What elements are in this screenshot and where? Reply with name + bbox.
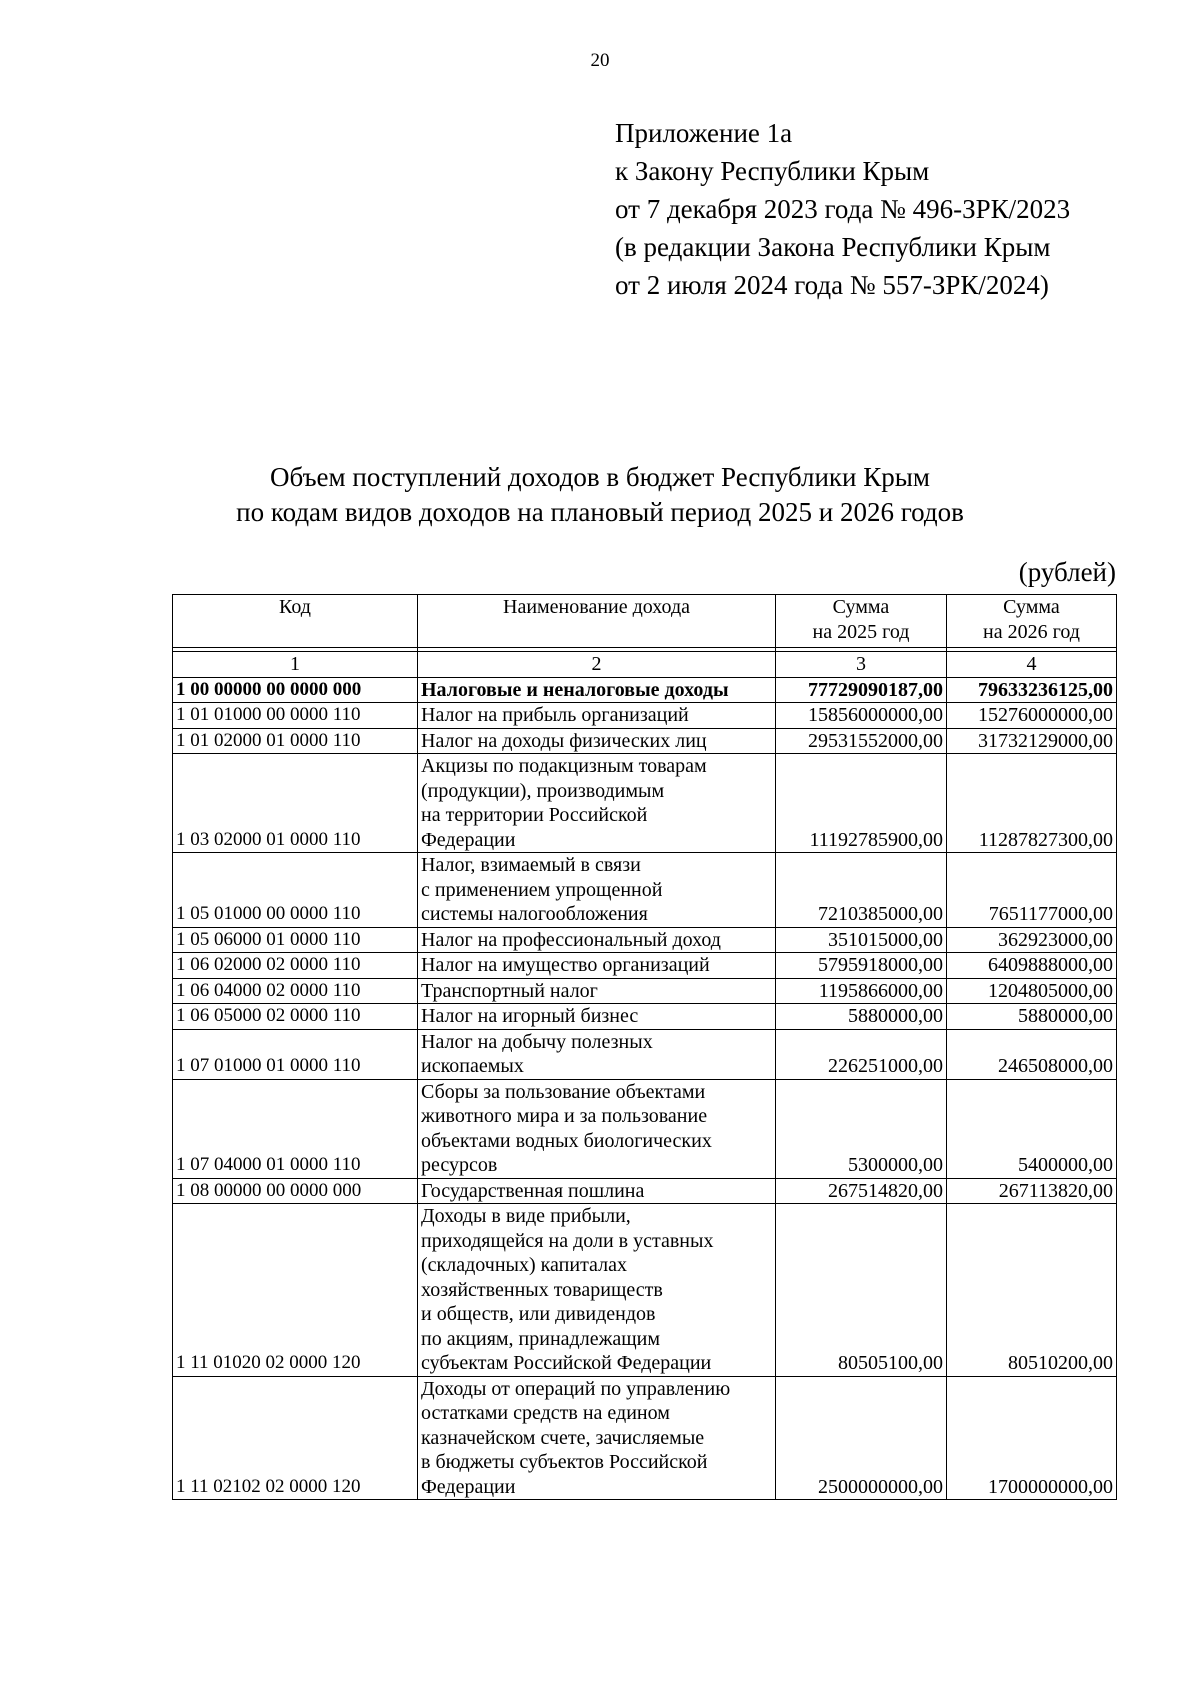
amount-2025: 2500000000,00 <box>776 1376 947 1500</box>
income-name <box>418 754 776 853</box>
amount-2026: 11287827300,00 <box>947 754 1117 853</box>
table-row <box>173 1029 1117 1079</box>
income-name <box>418 1204 776 1377</box>
title-line-2: по кодам видов доходов на плановый период 2025 и 2026 годов <box>236 497 964 527</box>
amount-2025: 29531552000,00 <box>776 728 947 754</box>
income-name-line: хозяйственных товариществ <box>421 1278 663 1301</box>
column-number: 1 <box>173 652 418 678</box>
income-name <box>418 1079 776 1178</box>
header-line: Сумма <box>1003 596 1060 618</box>
income-name-line: остатками средств на едином <box>421 1402 670 1424</box>
amount-2026: 80510200,00 <box>947 1204 1117 1377</box>
income-name <box>418 728 776 754</box>
amount-2026: 15276000000,00 <box>947 703 1117 729</box>
income-name-line: и обществ, или дивидендов <box>421 1303 656 1325</box>
amount-2025: 226251000,00 <box>776 1029 947 1079</box>
appendix-line: (в редакции Закона Республики Крым <box>615 232 1051 262</box>
income-name <box>418 978 776 1004</box>
column-number: 2 <box>418 652 776 678</box>
amount-2026: 267113820,00 <box>947 1178 1117 1204</box>
income-code: 1 01 01000 00 0000 110 <box>173 703 418 729</box>
income-name <box>418 927 776 953</box>
table-row <box>173 703 1117 729</box>
table-row <box>173 927 1117 953</box>
income-code: 1 06 05000 02 0000 110 <box>173 1004 418 1030</box>
income-code: 1 11 02102 02 0000 120 <box>173 1376 418 1500</box>
table-row <box>173 853 1117 928</box>
amount-2025: 7210385000,00 <box>776 853 947 928</box>
income-code: 1 01 02000 01 0000 110 <box>173 728 418 754</box>
amount-2026: 246508000,00 <box>947 1029 1117 1079</box>
amount-2025: 267514820,00 <box>776 1178 947 1204</box>
income-code: 1 06 04000 02 0000 110 <box>173 978 418 1004</box>
income-name-line: Государственная пошлина <box>421 1179 645 1202</box>
header-line: на 2025 год <box>812 621 910 643</box>
income-name-line: Сборы за пользование объектами <box>421 1080 706 1103</box>
income-name <box>418 953 776 979</box>
amount-2026: 1204805000,00 <box>947 978 1117 1004</box>
income-name-line: объектами водных биологических <box>421 1129 712 1152</box>
table-row <box>173 1376 1117 1500</box>
income-name-line: казначейском счете, зачисляемые <box>421 1426 705 1449</box>
column-number: 3 <box>776 652 947 678</box>
income-name-line: по акциям, принадлежащим <box>421 1327 661 1350</box>
income-code: 1 00 00000 00 0000 000 <box>173 677 418 703</box>
amount-2026: 6409888000,00 <box>947 953 1117 979</box>
appendix-line: от 2 июля 2024 года № 557-ЗРК/2024) <box>615 270 1049 300</box>
amount-2026: 1700000000,00 <box>947 1376 1117 1500</box>
amount-2026: 31732129000,00 <box>947 728 1117 754</box>
income-name-line: Акцизы по подакцизным товарам <box>421 755 707 777</box>
table-row <box>173 978 1117 1004</box>
income-name-line: в бюджеты субъектов Российской <box>421 1451 708 1473</box>
page-number: 20 <box>590 50 610 71</box>
header-line: на 2026 год <box>983 621 1080 643</box>
header-sum-2025 <box>776 595 947 648</box>
income-name-line: (продукции), производимым <box>421 779 665 802</box>
income-name-line: животного мира и за пользование <box>421 1105 708 1127</box>
income-name-line: Транспортный налог <box>421 979 598 1002</box>
amount-2026: 362923000,00 <box>947 927 1117 953</box>
appendix-line: к Закону Республики Крым <box>615 156 930 186</box>
income-code: 1 08 00000 00 0000 000 <box>173 1178 418 1204</box>
income-name <box>418 853 776 928</box>
table-row <box>173 754 1117 853</box>
table-row <box>173 728 1117 754</box>
amount-2025: 77729090187,00 <box>776 677 947 703</box>
table-header-row <box>173 595 1117 648</box>
appendix-note <box>615 114 1070 304</box>
amount-2026: 5400000,00 <box>947 1079 1117 1178</box>
table-row <box>173 1079 1117 1178</box>
header-name: Наименование дохода <box>418 595 776 648</box>
income-code: 1 05 01000 00 0000 110 <box>173 853 418 928</box>
amount-2025: 351015000,00 <box>776 927 947 953</box>
document-title <box>0 460 1200 530</box>
income-code: 1 07 01000 01 0000 110 <box>173 1029 418 1079</box>
income-name-line: Федерации <box>421 1475 516 1498</box>
header-line: Сумма <box>832 596 890 618</box>
income-name-line: (складочных) капиталах <box>421 1254 627 1276</box>
income-name <box>418 677 776 703</box>
table-row <box>173 1178 1117 1204</box>
income-name-line: Налог на прибыль организаций <box>421 704 689 726</box>
amount-2025: 5300000,00 <box>776 1079 947 1178</box>
income-name-line: Налог на доходы физических лиц <box>421 729 707 752</box>
income-name-line: Налог, взимаемый в связи <box>421 854 641 876</box>
amount-2026: 5880000,00 <box>947 1004 1117 1030</box>
income-name-line: ископаемых <box>421 1055 524 1077</box>
income-name-line: системы налогообложения <box>421 903 648 925</box>
amount-2025: 15856000000,00 <box>776 703 947 729</box>
table-row <box>173 1004 1117 1030</box>
appendix-line: Приложение 1а <box>615 118 793 148</box>
income-name-line: приходящейся на доли в уставных <box>421 1229 714 1252</box>
units-label: (рублей) <box>1018 557 1116 587</box>
table-body <box>173 648 1117 1500</box>
income-name-line: Налог на профессиональный доход <box>421 928 721 951</box>
income-code: 1 11 01020 02 0000 120 <box>173 1204 418 1377</box>
income-name-line: Доходы в виде прибыли, <box>421 1205 631 1227</box>
income-code: 1 03 02000 01 0000 110 <box>173 754 418 853</box>
income-name-line: Налог на имущество организаций <box>421 954 710 976</box>
income-code: 1 06 02000 02 0000 110 <box>173 953 418 979</box>
amount-2026: 79633236125,00 <box>947 677 1117 703</box>
income-name-line: с применением упрощенной <box>421 878 663 901</box>
table-row <box>173 953 1117 979</box>
amount-2025: 5795918000,00 <box>776 953 947 979</box>
income-name <box>418 1029 776 1079</box>
income-name-line: на территории Российской <box>421 804 648 826</box>
income-code: 1 05 06000 01 0000 110 <box>173 927 418 953</box>
income-name-line: субъектам Российской Федерации <box>421 1352 712 1374</box>
column-number-row <box>173 652 1117 678</box>
table-row <box>173 1204 1117 1377</box>
amount-2026: 7651177000,00 <box>947 853 1117 928</box>
income-name-line: Федерации <box>421 828 516 851</box>
table-row <box>173 677 1117 703</box>
income-name-line: Налоговые и неналоговые доходы <box>421 678 729 701</box>
revenue-table <box>172 594 1117 1500</box>
income-name-line: Налог на игорный бизнес <box>421 1005 639 1027</box>
amount-2025: 1195866000,00 <box>776 978 947 1004</box>
income-name-line: Налог на добычу полезных <box>421 1030 653 1053</box>
income-name-line: Доходы от операций по управлению <box>421 1377 731 1400</box>
title-line-1: Объем поступлений доходов в бюджет Республики Крым <box>270 462 930 492</box>
income-name <box>418 1178 776 1204</box>
appendix-line: от 7 декабря 2023 года № 496-ЗРК/2023 <box>615 194 1071 224</box>
column-number: 4 <box>947 652 1117 678</box>
header-code: Код <box>173 595 418 648</box>
income-name-line: ресурсов <box>421 1154 498 1176</box>
amount-2025: 11192785900,00 <box>776 754 947 853</box>
amount-2025: 5880000,00 <box>776 1004 947 1030</box>
income-code: 1 07 04000 01 0000 110 <box>173 1079 418 1178</box>
amount-2025: 80505100,00 <box>776 1204 947 1377</box>
income-name <box>418 1376 776 1500</box>
income-name <box>418 703 776 729</box>
header-sum-2026 <box>947 595 1117 648</box>
income-name <box>418 1004 776 1030</box>
